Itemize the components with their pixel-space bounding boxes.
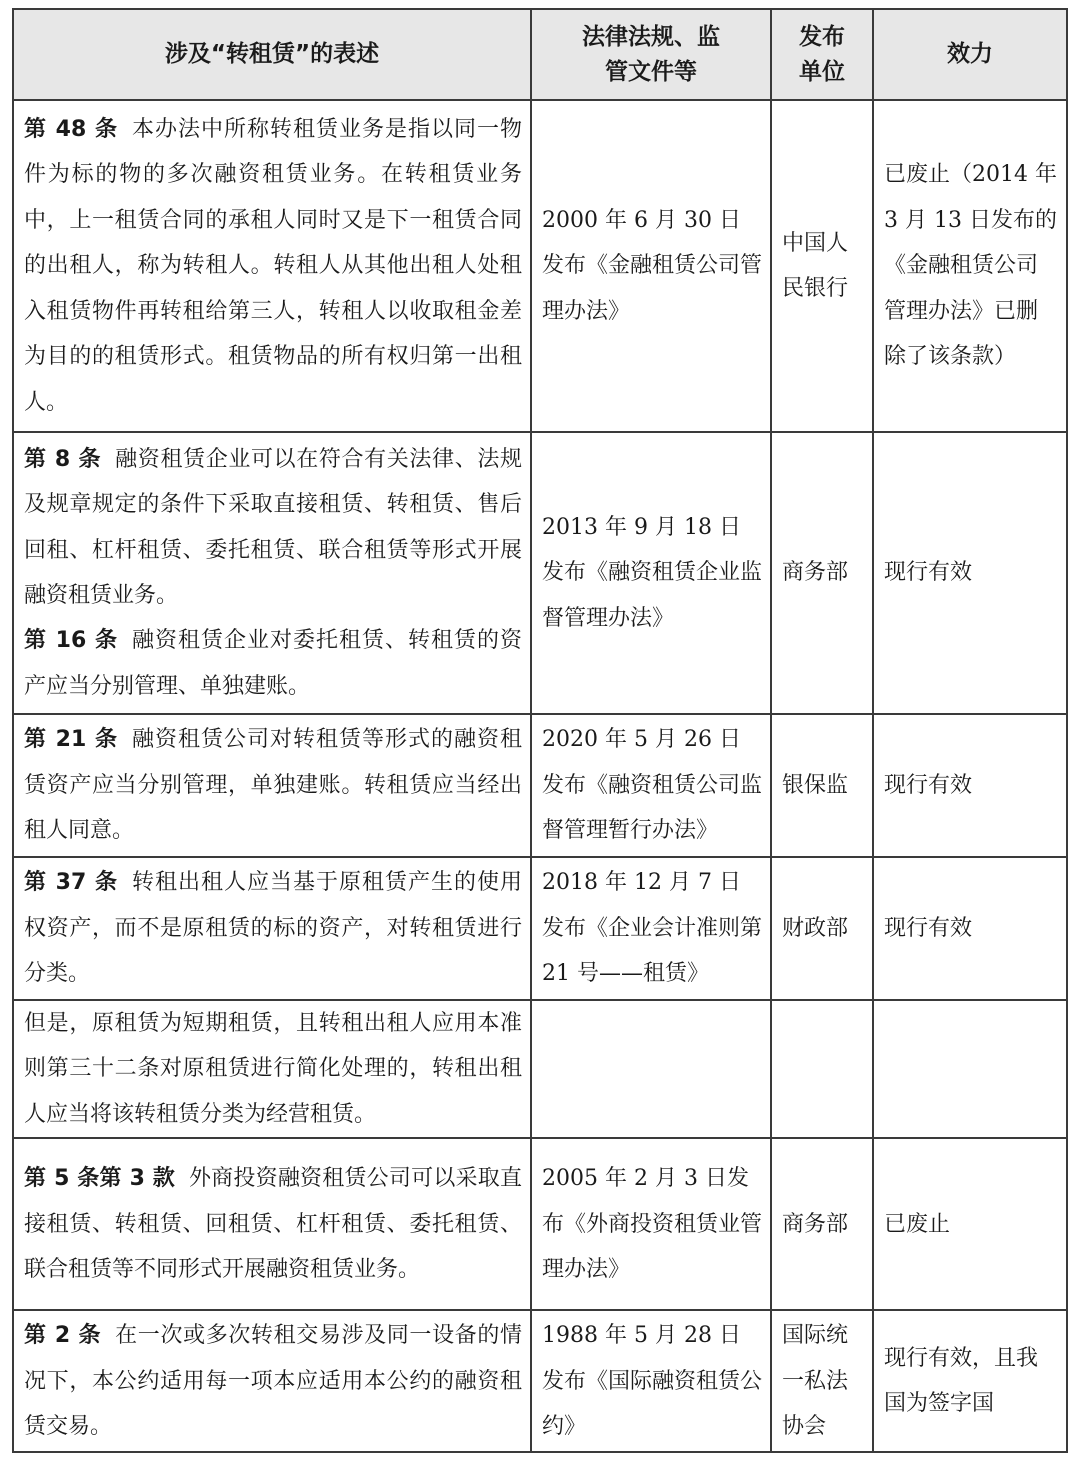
validity-cell: 现行有效，且我国为签字国 [873, 1310, 1067, 1452]
law-cell: 1988 年 5 月 28 日发布《国际融资租赁公约》 [531, 1310, 771, 1452]
table-row [13, 1310, 1067, 1452]
publisher-cell [771, 1000, 873, 1138]
law-cell: 2013 年 9 月 18 日发布《融资租赁企业监督管理办法》 [531, 432, 771, 714]
table-row [13, 432, 1067, 714]
article-text: 但是，原租赁为短期租赁，且转租出租人应用本准则第三十二条对原租赁进行简化处理的，转租出租人应当将该转租赁分类为经营租赁。 [24, 1011, 522, 1127]
validity-cell: 已废止（2014 年 3 月 13 日发布的《金融租赁公司管理办法》已删除了该条款） [873, 100, 1067, 432]
law-cell: 2020 年 5 月 26 日发布《融资租赁公司监督管理暂行办法》 [531, 714, 771, 857]
expression-cell [13, 100, 531, 432]
header-validity: 效力 [873, 9, 1067, 100]
article-text: 本办法中所称转租赁业务是指以同一物件为标的物的多次融资租赁业务。在转租赁业务中，上一租赁合同的承租人同时又是下一租赁合同的出租人，称为转租人。转租人从其他出租人处租入租赁物件再转租给第三人，转租人以收取租金差为目的的租赁形式。租赁物品的所有权归第一出租人。 [24, 117, 522, 415]
table-row [13, 1138, 1067, 1310]
law-cell [531, 1000, 771, 1138]
publisher-cell: 商务部 [771, 432, 873, 714]
law-cell: 2005 年 2 月 3 日发布《外商投资租赁业管理办法》 [531, 1138, 771, 1310]
article-number: 第 21 条 [24, 727, 118, 753]
table-row [13, 1000, 1067, 1138]
article-text: 融资租赁公司对转租赁等形式的融资租赁资产应当分别管理，单独建账。转租赁应当经出租人同意。 [24, 727, 522, 844]
table-row [13, 714, 1067, 857]
publisher-cell: 中国人民银行 [771, 100, 873, 432]
article-text: 在一次或多次转租交易涉及同一设备的情况下，本公约适用每一项本应适用本公约的融资租赁交易。 [24, 1323, 522, 1439]
expression-cell [13, 1310, 531, 1452]
publisher-cell: 财政部 [771, 857, 873, 1000]
validity-cell: 现行有效 [873, 857, 1067, 1000]
expression-cell [13, 1138, 531, 1310]
law-cell: 2000 年 6 月 30 日发布《金融租赁公司管理办法》 [531, 100, 771, 432]
article-number: 第 5 条第 3 款 [24, 1166, 175, 1192]
header-law: 法律法规、监管文件等 [531, 9, 771, 100]
article-text: 融资租赁企业对委托租赁、转租赁的资产应当分别管理、单独建账。 [24, 628, 522, 699]
expression-cell [13, 714, 531, 857]
lease-regulation-table [12, 8, 1068, 1453]
article-text: 融资租赁企业可以在符合有关法律、法规及规章规定的条件下采取直接租赁、转租赁、售后回租、杠杆租赁、委托租赁、联合租赁等形式开展融资租赁业务。 [24, 446, 522, 608]
validity-cell: 现行有效 [873, 714, 1067, 857]
article-text: 转租出租人应当基于原租赁产生的使用权资产，而不是原租赁的标的资产，对转租赁进行分类。 [24, 870, 522, 987]
validity-cell: 已废止 [873, 1138, 1067, 1310]
article-number: 第 37 条 [24, 870, 118, 896]
expression-cell [13, 857, 531, 1000]
expression-cell [13, 1000, 531, 1138]
law-cell: 2018 年 12 月 7 日发布《企业会计准则第 21 号——租赁》 [531, 857, 771, 1000]
table-row [13, 100, 1067, 432]
article-number: 第 16 条 [24, 628, 118, 654]
validity-cell [873, 1000, 1067, 1138]
article-number: 第 2 条 [24, 1323, 102, 1349]
header-expression: 涉及“转租赁”的表述 [13, 9, 531, 100]
article-number: 第 48 条 [24, 117, 118, 143]
validity-cell: 现行有效 [873, 432, 1067, 714]
article-text: 外商投资融资租赁公司可以采取直接租赁、转租赁、回租赁、杠杆租赁、委托租赁、联合租赁等不同形式开展融资租赁业务。 [24, 1166, 522, 1282]
header-publisher: 发布单位 [771, 9, 873, 100]
publisher-cell: 银保监 [771, 714, 873, 857]
expression-cell [13, 432, 531, 714]
publisher-cell: 国际统一私法协会 [771, 1310, 873, 1452]
header-row [13, 9, 1067, 100]
publisher-cell: 商务部 [771, 1138, 873, 1310]
article-number: 第 8 条 [24, 446, 102, 472]
table-row [13, 857, 1067, 1000]
